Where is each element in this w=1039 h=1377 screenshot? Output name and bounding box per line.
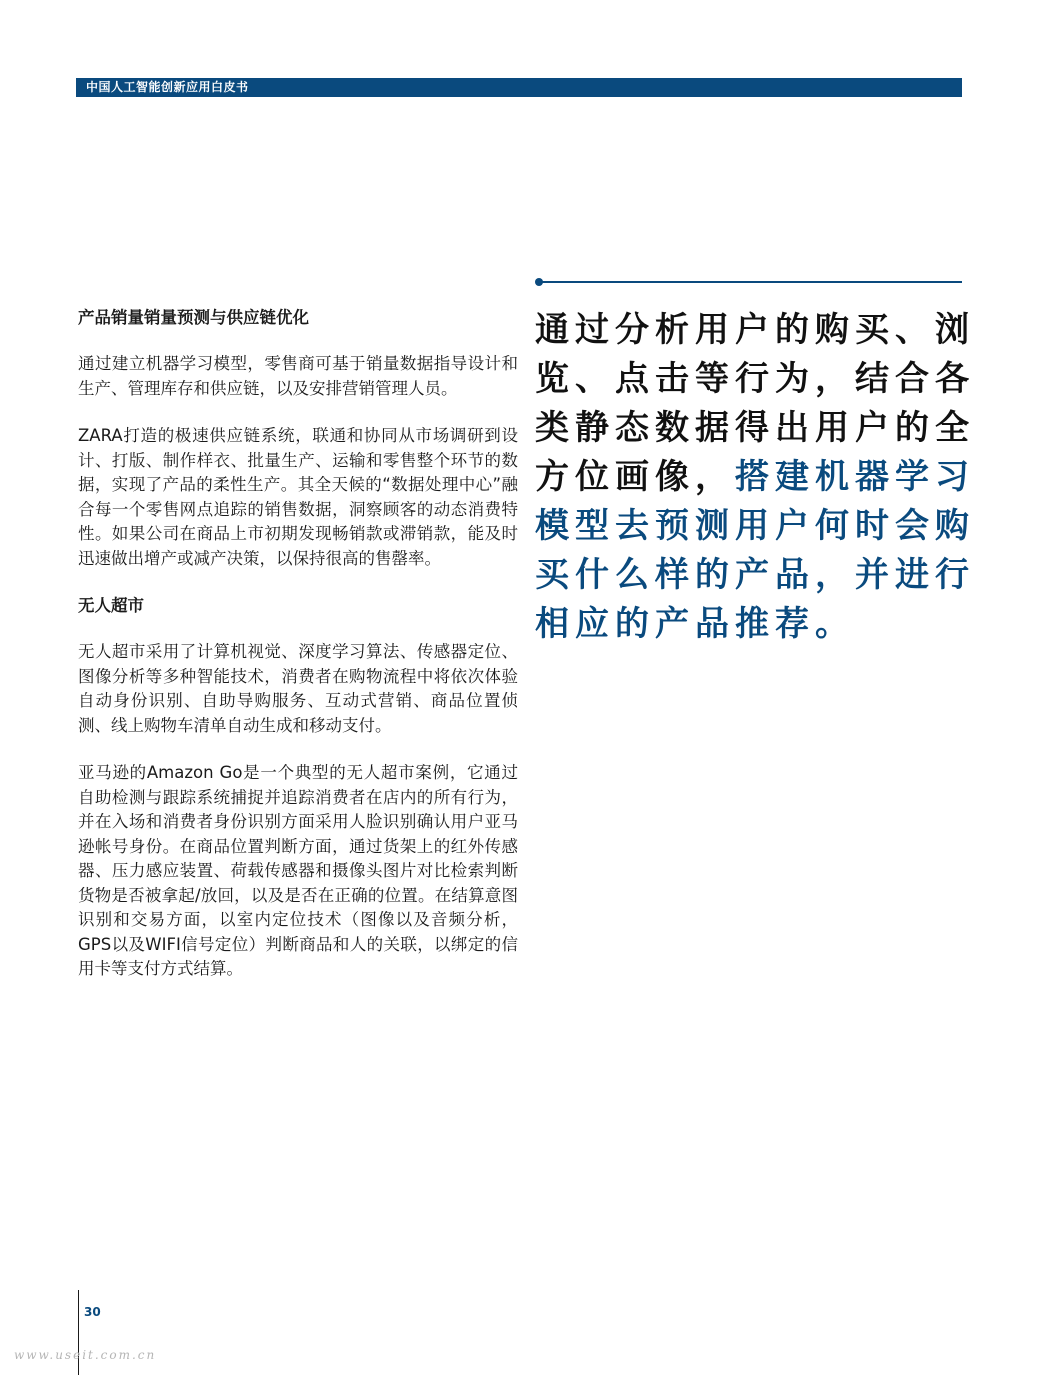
article-body <box>78 306 518 1005</box>
header-bar <box>76 78 962 97</box>
pull-quote-text: 通过分析用户的购买、浏览、点击等行为，结合各类静态数据得出用户的全方位画像， <box>535 310 975 497</box>
pull-quote-highlight: 搭建机器学习模型去预测用户何时会购买什么样的产品，并进行相应的产品推荐。 <box>535 457 975 644</box>
pull-quote-divider <box>540 281 962 283</box>
section-heading: 产品销量销量预测与供应链优化 <box>78 308 309 327</box>
paragraph: ZARA打造的极速供应链系统，联通和协同从市场调研到设计、打版、制作样衣、批量生产、运输和零售整个环节的数据，实现了产品的柔性生产。其全天候的“数据处理中心”融合每一个零售网点追踪的销售数据，洞察顾客的动态消费特性。如果公司在商品上市初期发现畅销款或滞销款，能及时迅速做出增产或减产决策，以保持很高的售罄率。 <box>78 426 518 568</box>
header-title: 中国人工智能创新应用白皮书 <box>86 80 249 94</box>
pull-quote <box>535 306 975 649</box>
paragraph: 无人超市采用了计算机视觉、深度学习算法、传感器定位、图像分析等多种智能技术，消费者在购物流程中将依次体验自动身份识别、自助导购服务、互动式营销、商品位置侦测、线上购物车清单自动生成和移动支付。 <box>78 642 518 735</box>
paragraph: 通过建立机器学习模型，零售商可基于销量数据指导设计和生产、管理库存和供应链，以及安排营销管理人员。 <box>78 354 518 398</box>
page-number: 30 <box>84 1305 101 1319</box>
section-heading: 无人超市 <box>78 596 144 615</box>
paragraph: 亚马逊的Amazon Go是一个典型的无人超市案例，它通过自助检测与跟踪系统捕捉并追踪消费者在店内的所有行为，并在入场和消费者身份识别方面采用人脸识别确认用户亚马逊帐号身份。在商品位置判断方面，通过货架上的红外传感器、压力感应装置、荷载传感器和摄像头图片对比检索判断货物是否被拿起/放回，以及是否在正确的位置。在结算意图识别和交易方面，以室内定位技术（图像以及音频分析，GPS以及WIFI信号定位）判断商品和人的关联，以绑定的信用卡等支付方式结算。 <box>78 763 518 978</box>
folio-line <box>78 1290 79 1375</box>
watermark: www.useit.com.cn <box>14 1348 157 1362</box>
